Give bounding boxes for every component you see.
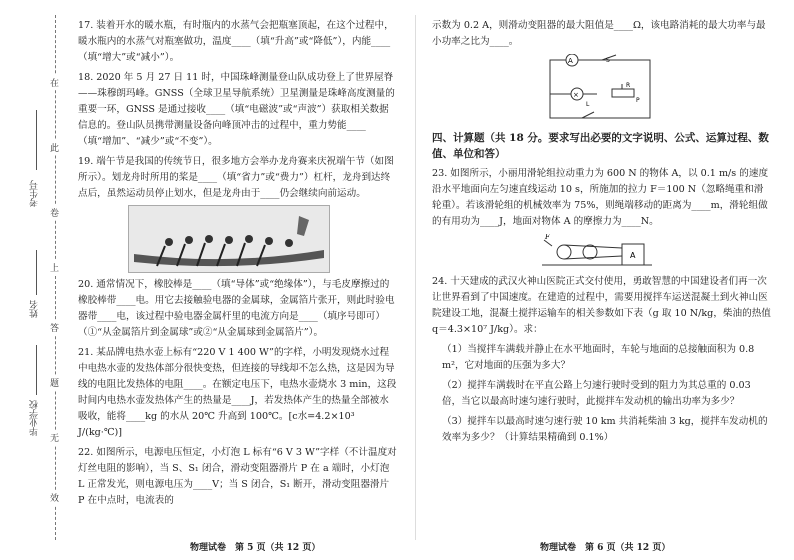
question-22: 22. 如图所示，电源电压恒定，小灯泡 L 标有“6 V 3 W”字样（不计温度对灯丝电阻的影响），当 S、S₁ 闭合，滑动变阻器滑片 P 在 a 端时，小灯泡 L 正常发光，则电源电压为____V；当 S 闭合，S₁ 断开，滑动变阻器滑片 P 在中点时，电流表的 [78,447,397,506]
dragon-boat-illustration [129,206,329,272]
page-divider [415,15,416,540]
binding-char: 上 [50,260,59,275]
svg-text:×: × [573,91,579,99]
question-20: 20. 通常情况下，橡胶棒是____（填“导体”或“绝缘体”），与毛皮摩擦过的橡胶棒带____电。用它去接触验电器的金属球，金属箔片张开，则此时验电器带____电，该过程中验电器金属杆里的电流方向是____（填序号即可）（①“从金属箔片到金属球”或②“从金属球到金属箔片”）。 [78,279,395,338]
field-line [36,250,37,295]
binding-char: 在 [50,75,59,90]
question-17: 17. 装着开水的暖水瓶，有时瓶内的水蒸气会把瓶塞顶起，在这个过程中，暖水瓶内的水蒸气对瓶塞做功，温度____（填“升高”或“降低”），内能____（填“增大”或“减小”）。 [78,20,394,63]
section-4-title: 四、计算题（共 18 分。要求写出必要的文字说明、公式、运算过程、数值、单位和答） [432,132,769,160]
field-name: 姓名 [30,300,40,318]
svg-text:L: L [586,101,590,108]
binding-char: 答 [50,320,59,335]
svg-text:R: R [626,82,631,89]
binding-char: 题 [50,375,59,390]
svg-text:F: F [545,234,550,241]
binding-char: 效 [50,490,59,505]
page-5-footer: 物理试卷 第 5 页（共 12 页） [190,543,321,553]
question-21: 21. 某品牌电热水壶上标有“220 V 1 400 W”的字样，小明发现烧水过程中电热水壶的发热体部分很快变热，但连接的导线却不怎么热，这是因为导线的电阻比发热体的电阻____。在额定电压下，电热水壶烧水 3 min，这段时间内电热水壶发热体产生的热量是____J，若发热体产生的热量全部被水吸收，能将____kg 的水从 20℃ 升高到 100℃。[c水=4.2×10³ J/(kg·℃)] [78,347,397,438]
question-24-part-1: （1）当搅拌车满载并静止在水平地面时，车轮与地面的总接触面积为 0.8 m²，它对地面的压强为多大？ [442,344,755,371]
dragon-boat-photo [128,205,330,273]
question-19-text: 19. 端午节是我国的传统节日，很多地方会举办龙舟赛来庆祝端午节（如图所示）。划龙舟时所用的桨是____（填“省力”或“费力”）杠杆，龙舟到达终点后，虽然运动员停止划水，但是龙舟由于____仍会继续向前运动。 [78,156,394,199]
field-exam-number: 考生号 [30,180,40,207]
pulley-diagram-svg [542,234,652,268]
svg-text:S: S [606,57,610,64]
field-school: 毕业学校 [30,400,40,436]
binding-margin [0,0,62,560]
circuit-diagram [542,54,657,124]
svg-text:P: P [636,97,640,104]
binding-char: 卷 [50,205,59,220]
binding-char: 无 [50,430,59,445]
question-22-continued: 示数为 0.2 A，则滑动变阻器的最大阻值是____Ω，该电路消耗的最大功率与最小功率之比为____。 [432,20,766,47]
question-24: 24. 十天建成的武汉火神山医院正式交付使用，勇敢智慧的中国建设者们再一次让世界看到了中国速度。在建造的过程中，需要用搅拌车运送混凝土到火神山医院建设工地，混凝土搅拌运输车的相关参数如下表（g 取 10 N/kg，柴油的热值 q＝4.3×10⁷ J/kg）。求： [432,276,771,335]
question-24-part-3: （3）搅拌车以最高时速匀速行驶 10 km 共消耗柴油 3 kg，搅拌车发动机的效率为多少？（计算结果精确到 0.1%） [442,416,768,443]
field-line [36,345,37,395]
page-5 [78,18,398,513]
binding-char: 此 [50,140,59,155]
circuit-diagram-svg [542,54,657,124]
svg-text:A: A [568,57,573,65]
binding-dashed-line [55,15,56,540]
question-23: 23. 如图所示，小丽用滑轮组拉动重力为 600 N 的物体 A，以 0.1 m/s 的速度沿水平地面向左匀速直线运动 10 s，所施加的拉力 F＝100 N（忽略绳重和滑轮重）。若该滑轮组的机械效率为 75%，则绳端移动的距离为____m，滑轮组做的有用功为____J，地面对物体 A 的摩擦力为____N。 [432,168,769,227]
page-6 [432,18,772,450]
page-6-footer: 物理试卷 第 6 页（共 12 页） [540,543,671,553]
question-18: 18. 2020 年 5 月 27 日 11 时，中国珠峰测量登山队成功登上了世界屋脊——珠穆朗玛峰。GNSS（全球卫星导航系统）卫星测量是珠峰高度测量的重要一环，GNSS 是通过接收____（填“电磁波”或“声波”）获取相关数据信息的。登山队员携带测量设备向峰顶冲击的过程中，重力势能____（填“增加”、“减少”或“不变”）。 [78,72,395,147]
pulley-diagram [542,234,652,268]
svg-text:A: A [630,251,636,260]
question-24-part-2: （2）搅拌车满载时在平直公路上匀速行驶时受到的阻力为其总重的 0.03 倍，当它以最高时速匀速行驶时，此搅拌车发动机的输出功率为多少？ [442,380,751,407]
question-19 [78,154,398,273]
field-line [36,110,37,170]
